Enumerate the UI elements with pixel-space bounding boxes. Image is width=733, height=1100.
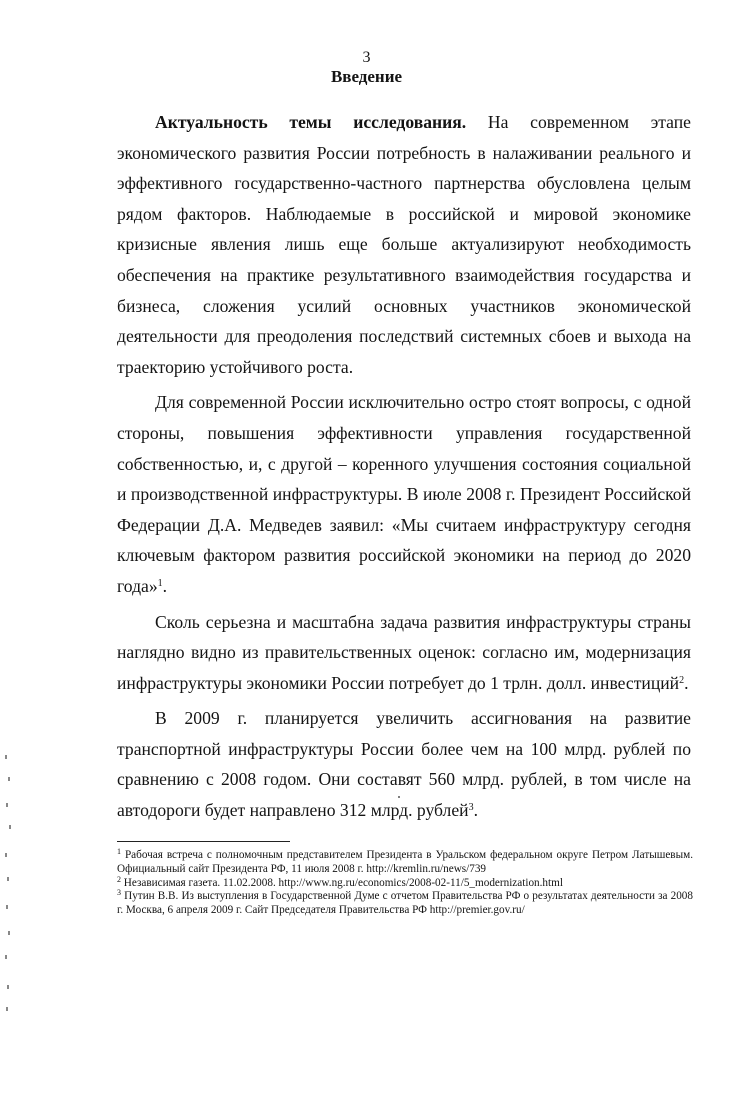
paragraph-text: Для современной России исключительно остро стоят вопросы, с одной стороны, повышения эффективности управления государственной собственностью, и, с другой – коренного улучшения состояния социальной и производственной инфраструктуры. В июле 2008 г. Президент Российской Федерации Д.А. Медведев заявил: «Мы считаем инфраструктуру сегодня ключевым фактором развития российской экономики на период до 2020 года» [117,392,691,596]
footnote-1 [117,849,693,877]
paragraph-text: Сколь серьезна и масштабна задача развития инфраструктуры страны наглядно видно из правительственных оценок: согласно им, модернизация инфраструктуры экономики России потребует до 1 трлн. долл. инвестиций [117,611,691,693]
page-number: 3 [362,49,371,66]
footnote-ref-1[interactable]: 1 [157,577,163,589]
footnote-3 [117,890,693,918]
paragraph-text: В 2009 г. планируется увеличить ассигнования на развитие транспортной инфраструктуры России более чем на 100 млрд. рублей по сравнению с 2008 годом. Они составят 560 млрд. рублей, в том числе на автодороги будет направлено 312 млрд. рублей [117,708,691,821]
paragraph-4 [117,703,691,825]
footnote-number: 1 [117,847,121,856]
footnotes [117,849,693,918]
paragraph-1 [117,107,691,382]
footnote-number: 2 [117,874,121,884]
footnote-text: Рабочая встреча с полномочным представителем Президента в Уральском федеральном округе Петром Латышевым. Официальный сайт Президента РФ, 11 июля 2008 г. http://kremlin.ru/news/739 [117,849,693,875]
paragraph-text: На современном этапе экономического развития России потребность в налаживании реального и эффективного государственно-частного партнерства обусловлена целым рядом факторов. Наблюдаемые в российской и мировой экономике кризисные явления лишь еще больше актуализируют необходимость обеспечения на практике результативного взаимодействия государства и бизнеса, сложения усилий основных участников экономической деятельности для преодоления последствий системных сбоев и выхода на траекторию устойчивого роста. [117,112,691,377]
footnote-ref-3[interactable]: 3 [468,802,474,814]
page-title: Введение [330,67,403,86]
paragraph-tail: . [473,800,478,821]
footnote-number: 3 [117,888,121,898]
paragraph-tail: . [162,575,168,596]
lead-phrase: Актуальность темы исследования. [155,112,467,132]
paragraph-3 [117,607,691,699]
footnote-text: Путин В.В. Из выступления в Государственной Думе с отчетом Правительства РФ о результатах деятельности за 2008 г. Москва, 6 апреля 2009 г. Сайт Председателя Правительства РФ http://premier.gov.ru/ [117,890,693,917]
footnote-ref-2[interactable]: 2 [679,674,685,686]
body-text [117,107,691,826]
paragraph-tail: . [684,672,689,693]
paragraph-2 [117,387,691,601]
scan-margin-marks [3,755,15,1015]
footnote-rule [117,841,290,842]
scan-speck [398,796,400,798]
footnote-2 [117,874,693,891]
footnote-text: Независимая газета. 11.02.2008. http://www.ng.ru/economics/2008-02-11/5_modernization.html [121,876,563,889]
